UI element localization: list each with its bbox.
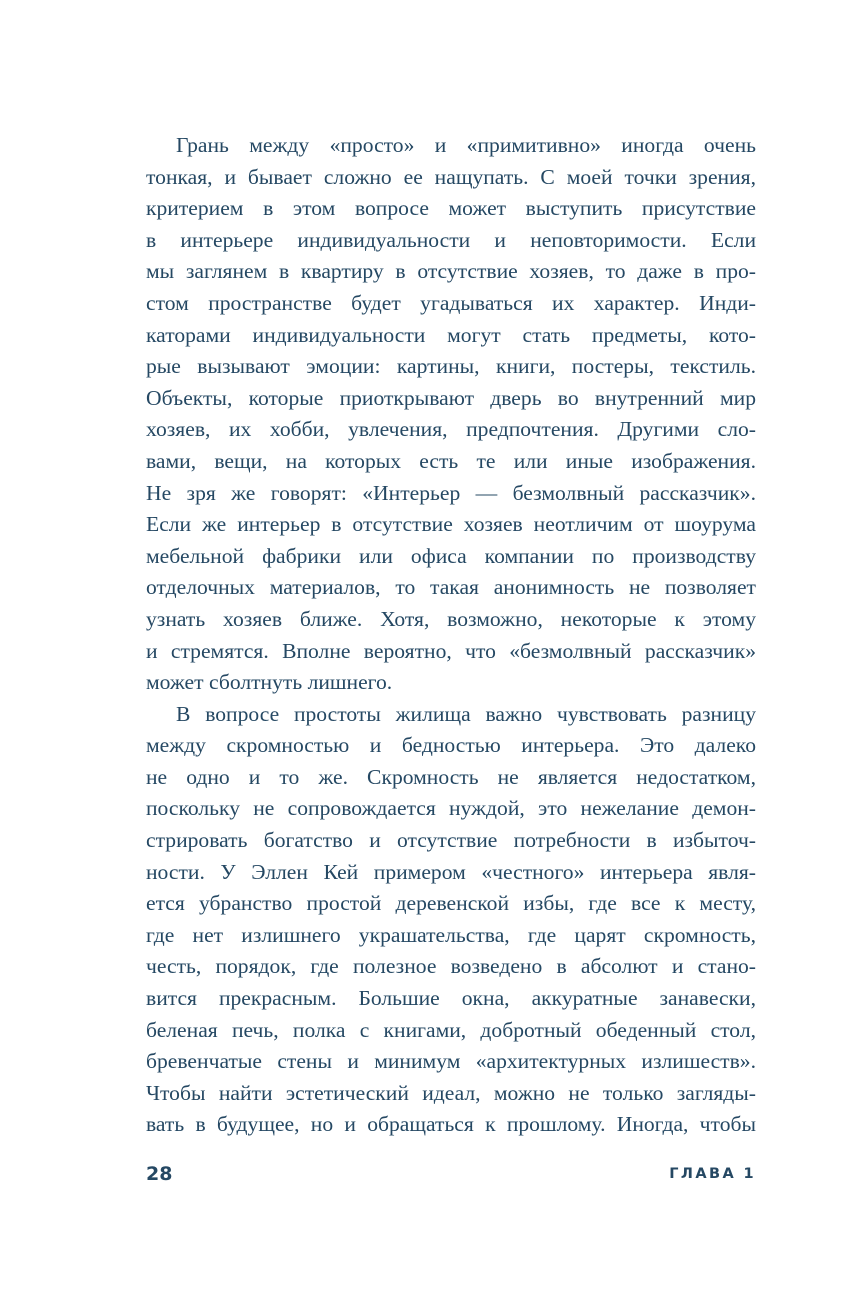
text-line: рые вызывают эмоции: картины, книги, постеры, текстиль.: [146, 354, 756, 379]
text-line: мебельной фабрики или офиса компании по производству: [146, 543, 756, 568]
text-line: может сболтнуть лишнего.: [146, 670, 393, 695]
text-line: честь, порядок, где полезное возведено в абсолют и стано-: [146, 954, 756, 979]
text-line: каторами индивидуальности могут стать предметы, кото-: [146, 322, 756, 347]
page-footer: [146, 1160, 756, 1188]
body-text: [146, 130, 756, 1141]
text-line: В вопросе простоты жилища важно чувствовать разницу: [176, 701, 756, 726]
text-line: бревенчатые стены и минимум «архитектурных излишеств».: [146, 1049, 756, 1074]
text-line: критерием в этом вопросе может выступить присутствие: [146, 196, 756, 221]
text-line: стом пространстве будет угадываться их характер. Инди-: [146, 290, 756, 315]
text-line: вится прекрасным. Большие окна, аккуратные занавески,: [146, 986, 756, 1011]
text-line: вать в будущее, но и обращаться к прошлому. Иногда, чтобы: [146, 1112, 756, 1137]
text-line: между скромностью и бедностью интерьера. Это далеко: [146, 733, 756, 758]
text-line: Объекты, которые приоткрывают дверь во внутренний мир: [146, 385, 756, 410]
text-line: где нет излишнего украшательства, где царят скромность,: [146, 922, 756, 947]
text-line: стрировать богатство и отсутствие потребности в избыточ-: [146, 828, 756, 853]
text-line: Если же интерьер в отсутствие хозяев неотличим от шоурума: [146, 512, 756, 537]
text-line: ется убранство простой деревенской избы, где все к месту,: [146, 891, 756, 916]
text-line: в интерьере индивидуальности и неповторимости. Если: [146, 227, 756, 252]
page-number: 28: [146, 1163, 173, 1185]
text-line: беленая печь, полка с книгами, добротный обеденный стол,: [146, 1017, 756, 1042]
text-line: ности. У Эллен Кей примером «честного» интерьера явля-: [146, 859, 756, 884]
text-line: вами, вещи, на которых есть те или иные изображения.: [146, 448, 756, 473]
text-line: Не зря же говорят: «Интерьер — безмолвный рассказчик».: [146, 480, 756, 505]
paragraph-2: [146, 699, 756, 1141]
text-line: не одно и то же. Скромность не является недостатком,: [146, 764, 756, 789]
text-line: поскольку не сопровождается нуждой, это нежелание демон-: [146, 796, 756, 821]
text-line: хозяев, их хобби, увлечения, предпочтения. Другими сло-: [146, 417, 756, 442]
paragraph-1: [146, 130, 756, 699]
text-line: узнать хозяев ближе. Хотя, возможно, некоторые к этому: [146, 606, 756, 631]
text-line: мы заглянем в квартиру в отсутствие хозяев, то даже в про-: [146, 259, 756, 284]
text-line: и стремятся. Вполне вероятно, что «безмолвный рассказчик»: [146, 638, 756, 663]
text-line: Чтобы найти эстетический идеал, можно не только загляды-: [146, 1080, 756, 1105]
text-line: Грань между «просто» и «примитивно» иногда очень: [176, 133, 756, 157]
text-line: тонкая, и бывает сложно ее нащупать. С моей точки зрения,: [146, 164, 756, 189]
chapter-label: ГЛАВА 1: [669, 1166, 756, 1182]
text-line: отделочных материалов, то такая анонимность не позволяет: [146, 575, 756, 600]
